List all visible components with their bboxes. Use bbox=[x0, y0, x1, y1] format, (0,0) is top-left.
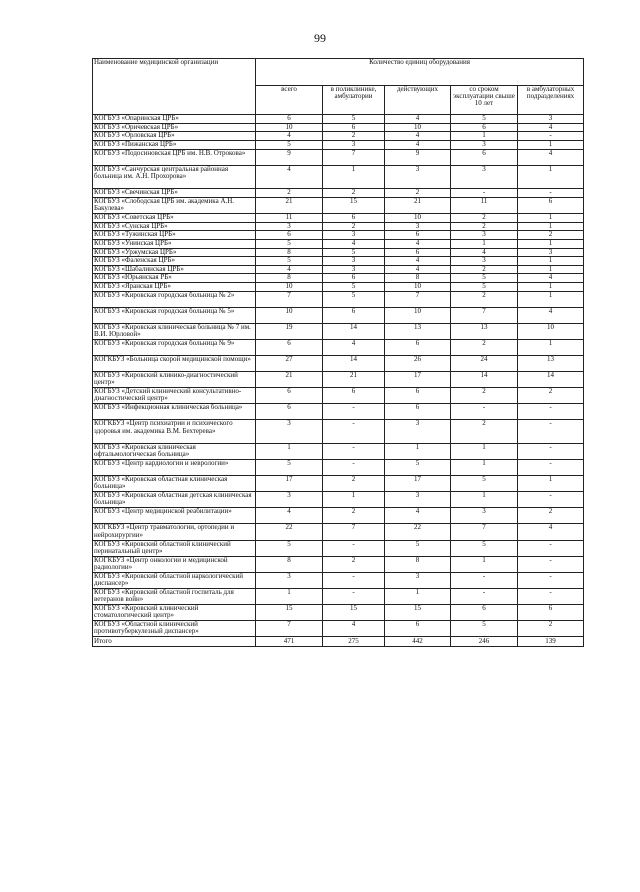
value-cell: - bbox=[518, 572, 584, 588]
value-cell: 10 bbox=[256, 283, 323, 292]
value-cell: - bbox=[323, 540, 385, 556]
organization-name-cell: КОГКБУЗ «Центр онкологии и медицинской радиологии» bbox=[93, 556, 256, 572]
table-row bbox=[93, 524, 584, 540]
value-cell: 4 bbox=[385, 239, 451, 248]
value-cell: 1 bbox=[323, 492, 385, 508]
table-row bbox=[93, 572, 584, 588]
value-cell: 4 bbox=[518, 149, 584, 165]
value-cell: 5 bbox=[451, 283, 518, 292]
value-cell: 6 bbox=[385, 404, 451, 420]
table-row bbox=[93, 508, 584, 524]
value-cell: 3 bbox=[385, 572, 451, 588]
value-cell: 2 bbox=[323, 189, 385, 198]
value-cell: 4 bbox=[385, 265, 451, 274]
organization-name-cell: КОГБУЗ «Центр медицинской реабилитации» bbox=[93, 508, 256, 524]
value-cell: - bbox=[323, 588, 385, 604]
value-cell: 21 bbox=[385, 197, 451, 213]
value-cell: 2 bbox=[323, 132, 385, 141]
value-cell: 2 bbox=[451, 222, 518, 231]
value-cell: 5 bbox=[451, 274, 518, 283]
organization-name-cell: КОГБУЗ «Советская ЦРБ» bbox=[93, 213, 256, 222]
header-equipment-count: Количество единиц оборудования bbox=[256, 59, 584, 86]
value-cell: 8 bbox=[256, 248, 323, 257]
organization-name-cell: КОГКБУЗ «Центр психиатрии и психического здоровья им. академика В.М. Бехтерева» bbox=[93, 420, 256, 444]
table-row bbox=[93, 356, 584, 372]
value-cell: 5 bbox=[323, 291, 385, 307]
value-cell: 7 bbox=[256, 621, 323, 637]
organization-name-cell: КОГБУЗ «Кировский клинический стоматологический центр» bbox=[93, 604, 256, 620]
organization-name-cell: КОГБУЗ «Фаленская ЦРБ» bbox=[93, 257, 256, 266]
value-cell: 21 bbox=[323, 372, 385, 388]
value-cell: 9 bbox=[385, 149, 451, 165]
value-cell: 1 bbox=[385, 444, 451, 460]
value-cell: 2 bbox=[518, 388, 584, 404]
value-cell: 3 bbox=[518, 115, 584, 124]
total-row bbox=[93, 637, 584, 647]
value-cell: 1 bbox=[518, 222, 584, 231]
organization-name-cell: КОГБУЗ «Опаринская ЦРБ» bbox=[93, 115, 256, 124]
value-cell: 1 bbox=[451, 239, 518, 248]
value-cell: 1 bbox=[518, 213, 584, 222]
value-cell: 7 bbox=[256, 291, 323, 307]
total-value-cell: 246 bbox=[451, 637, 518, 647]
table-row bbox=[93, 274, 584, 283]
value-cell: 5 bbox=[451, 540, 518, 556]
value-cell: 6 bbox=[451, 149, 518, 165]
value-cell: - bbox=[518, 588, 584, 604]
value-cell: 1 bbox=[518, 291, 584, 307]
value-cell: 15 bbox=[323, 604, 385, 620]
value-cell: 21 bbox=[256, 197, 323, 213]
value-cell: 2 bbox=[451, 265, 518, 274]
header-operating: действующих bbox=[385, 86, 451, 115]
value-cell: 4 bbox=[323, 239, 385, 248]
organization-name-cell: КОГБУЗ «Яранская ЦРБ» bbox=[93, 283, 256, 292]
value-cell: 1 bbox=[451, 492, 518, 508]
value-cell: 6 bbox=[385, 621, 451, 637]
value-cell: 3 bbox=[385, 492, 451, 508]
table-row bbox=[93, 388, 584, 404]
value-cell: - bbox=[323, 460, 385, 476]
organization-name-cell: КОГБУЗ «Уржумская ЦРБ» bbox=[93, 248, 256, 257]
value-cell: 4 bbox=[256, 165, 323, 189]
value-cell: 3 bbox=[323, 231, 385, 240]
value-cell: 21 bbox=[256, 372, 323, 388]
value-cell: 2 bbox=[323, 508, 385, 524]
table-row bbox=[93, 257, 584, 266]
organization-name-cell: КОГБУЗ «Кировская городская больница № 9» bbox=[93, 339, 256, 355]
organization-name-cell: КОГКБУЗ «Больница скорой медицинской помощи» bbox=[93, 356, 256, 372]
total-value-cell: 442 bbox=[385, 637, 451, 647]
value-cell: 7 bbox=[451, 524, 518, 540]
value-cell: 5 bbox=[323, 283, 385, 292]
value-cell: 10 bbox=[385, 213, 451, 222]
table-row bbox=[93, 604, 584, 620]
value-cell: 5 bbox=[451, 115, 518, 124]
organization-name-cell: КОГБУЗ «Кировский клинико-диагностический центр» bbox=[93, 372, 256, 388]
value-cell: 5 bbox=[256, 140, 323, 149]
value-cell: 4 bbox=[256, 508, 323, 524]
value-cell: 6 bbox=[451, 604, 518, 620]
value-cell: 3 bbox=[323, 257, 385, 266]
organization-name-cell: КОГБУЗ «Свечинская ЦРБ» bbox=[93, 189, 256, 198]
value-cell: 4 bbox=[385, 115, 451, 124]
value-cell: 6 bbox=[518, 197, 584, 213]
total-value-cell: 471 bbox=[256, 637, 323, 647]
value-cell: 1 bbox=[451, 460, 518, 476]
value-cell: - bbox=[518, 444, 584, 460]
organization-name-cell: КОГБУЗ «Санчурская центральная районная больница им. А.Н. Прохорова» bbox=[93, 165, 256, 189]
header-over-10-years: со сроком эксплуатации свыше 10 лет bbox=[451, 86, 518, 115]
value-cell: 11 bbox=[451, 197, 518, 213]
table-row bbox=[93, 123, 584, 132]
value-cell: 6 bbox=[385, 231, 451, 240]
value-cell: 9 bbox=[256, 149, 323, 165]
value-cell: 2 bbox=[518, 621, 584, 637]
value-cell: 5 bbox=[385, 540, 451, 556]
value-cell: 1 bbox=[256, 444, 323, 460]
value-cell: 5 bbox=[451, 476, 518, 492]
table-row bbox=[93, 222, 584, 231]
value-cell: 6 bbox=[256, 231, 323, 240]
organization-name-cell: КОГБУЗ «Орловская ЦРБ» bbox=[93, 132, 256, 141]
value-cell: 6 bbox=[323, 388, 385, 404]
table-row bbox=[93, 115, 584, 124]
value-cell: 2 bbox=[451, 291, 518, 307]
value-cell: 3 bbox=[451, 165, 518, 189]
organization-name-cell: КОГБУЗ «Кировская городская больница № 5» bbox=[93, 307, 256, 323]
organization-name-cell: КОГБУЗ «Инфекционная клиническая больница» bbox=[93, 404, 256, 420]
total-value-cell: 275 bbox=[323, 637, 385, 647]
value-cell: 6 bbox=[451, 123, 518, 132]
value-cell: 8 bbox=[385, 274, 451, 283]
table-row bbox=[93, 540, 584, 556]
table-row bbox=[93, 492, 584, 508]
value-cell: - bbox=[518, 189, 584, 198]
table-row bbox=[93, 248, 584, 257]
value-cell: 5 bbox=[256, 460, 323, 476]
value-cell: 4 bbox=[518, 524, 584, 540]
value-cell: 17 bbox=[256, 476, 323, 492]
value-cell: 2 bbox=[518, 508, 584, 524]
value-cell: 6 bbox=[323, 213, 385, 222]
value-cell: 6 bbox=[323, 123, 385, 132]
value-cell: 4 bbox=[518, 123, 584, 132]
value-cell: 10 bbox=[385, 307, 451, 323]
value-cell: - bbox=[451, 189, 518, 198]
value-cell: 4 bbox=[323, 621, 385, 637]
value-cell: 1 bbox=[518, 140, 584, 149]
value-cell: 14 bbox=[323, 323, 385, 339]
organization-name-cell: КОГБУЗ «Кировская областная детская клиническая больница» bbox=[93, 492, 256, 508]
value-cell: - bbox=[518, 492, 584, 508]
table-row bbox=[93, 231, 584, 240]
value-cell: 11 bbox=[256, 213, 323, 222]
value-cell: 6 bbox=[385, 248, 451, 257]
organization-name-cell: КОГБУЗ «Оричевская ЦРБ» bbox=[93, 123, 256, 132]
table-row bbox=[93, 460, 584, 476]
value-cell: 10 bbox=[385, 283, 451, 292]
value-cell: - bbox=[323, 572, 385, 588]
value-cell: 4 bbox=[385, 140, 451, 149]
value-cell: 17 bbox=[385, 476, 451, 492]
value-cell: 1 bbox=[518, 165, 584, 189]
value-cell: 14 bbox=[518, 372, 584, 388]
value-cell: 22 bbox=[385, 524, 451, 540]
value-cell: 6 bbox=[323, 274, 385, 283]
value-cell: 3 bbox=[451, 140, 518, 149]
value-cell: 3 bbox=[256, 572, 323, 588]
table-row bbox=[93, 149, 584, 165]
value-cell: 2 bbox=[451, 213, 518, 222]
value-cell: 3 bbox=[256, 420, 323, 444]
header-in-polyclinic: в поликлинике, амбулатории bbox=[323, 86, 385, 115]
table-row bbox=[93, 339, 584, 355]
value-cell: 10 bbox=[518, 323, 584, 339]
value-cell: 2 bbox=[451, 420, 518, 444]
table-row bbox=[93, 476, 584, 492]
value-cell: - bbox=[518, 420, 584, 444]
value-cell: - bbox=[451, 572, 518, 588]
value-cell: 4 bbox=[323, 339, 385, 355]
table-body bbox=[93, 115, 584, 647]
value-cell: 4 bbox=[451, 248, 518, 257]
value-cell: 8 bbox=[256, 274, 323, 283]
value-cell: 13 bbox=[385, 323, 451, 339]
organization-name-cell: КОГБУЗ «Кировский областной клинический перинатальный центр» bbox=[93, 540, 256, 556]
table-row bbox=[93, 420, 584, 444]
value-cell: 1 bbox=[323, 165, 385, 189]
table-row bbox=[93, 239, 584, 248]
table-row bbox=[93, 372, 584, 388]
value-cell: 1 bbox=[385, 588, 451, 604]
value-cell: 19 bbox=[256, 323, 323, 339]
value-cell: 17 bbox=[385, 372, 451, 388]
value-cell: 2 bbox=[256, 189, 323, 198]
value-cell: 14 bbox=[451, 372, 518, 388]
value-cell: 15 bbox=[385, 604, 451, 620]
value-cell: 3 bbox=[323, 140, 385, 149]
table-row bbox=[93, 404, 584, 420]
table-row bbox=[93, 165, 584, 189]
value-cell: 7 bbox=[451, 307, 518, 323]
table-row bbox=[93, 140, 584, 149]
value-cell: 15 bbox=[256, 604, 323, 620]
equipment-table bbox=[92, 58, 584, 647]
total-label: Итого bbox=[93, 637, 256, 647]
value-cell: 5 bbox=[451, 621, 518, 637]
organization-name-cell: КОГБУЗ «Кировская городская больница № 2» bbox=[93, 291, 256, 307]
value-cell: 1 bbox=[256, 588, 323, 604]
value-cell: - bbox=[323, 420, 385, 444]
value-cell: 22 bbox=[256, 524, 323, 540]
value-cell: 6 bbox=[256, 115, 323, 124]
value-cell: - bbox=[518, 556, 584, 572]
value-cell: 3 bbox=[451, 257, 518, 266]
value-cell: 5 bbox=[256, 257, 323, 266]
value-cell: 1 bbox=[518, 239, 584, 248]
table-row bbox=[93, 283, 584, 292]
table-row bbox=[93, 444, 584, 460]
value-cell: 2 bbox=[451, 339, 518, 355]
value-cell: 2 bbox=[451, 388, 518, 404]
organization-name-cell: КОГБУЗ «Кировский областной наркологический диспансер» bbox=[93, 572, 256, 588]
organization-name-cell: КОГБУЗ «Унинская ЦРБ» bbox=[93, 239, 256, 248]
organization-name-cell: КОГБУЗ «Кировская клиническая больница № 7 им. В.И. Юрловой» bbox=[93, 323, 256, 339]
value-cell: 26 bbox=[385, 356, 451, 372]
value-cell: 4 bbox=[256, 265, 323, 274]
value-cell: - bbox=[518, 460, 584, 476]
value-cell: 3 bbox=[518, 248, 584, 257]
value-cell: - bbox=[518, 132, 584, 141]
value-cell: 1 bbox=[518, 283, 584, 292]
value-cell: 3 bbox=[323, 265, 385, 274]
value-cell: 24 bbox=[451, 356, 518, 372]
header-outpatient-units: в амбулаторных подразделениях bbox=[518, 86, 584, 115]
value-cell: 3 bbox=[385, 165, 451, 189]
organization-name-cell: КОГБУЗ «Шабалинская ЦРБ» bbox=[93, 265, 256, 274]
value-cell: 1 bbox=[451, 444, 518, 460]
value-cell: 15 bbox=[323, 197, 385, 213]
value-cell: 2 bbox=[323, 476, 385, 492]
organization-name-cell: КОГБУЗ «Кировский областной госпиталь для ветеранов войн» bbox=[93, 588, 256, 604]
value-cell: 1 bbox=[451, 556, 518, 572]
value-cell: 10 bbox=[385, 123, 451, 132]
value-cell: 4 bbox=[518, 274, 584, 283]
value-cell: 14 bbox=[323, 356, 385, 372]
table-row bbox=[93, 213, 584, 222]
value-cell: 27 bbox=[256, 356, 323, 372]
value-cell: 10 bbox=[256, 307, 323, 323]
value-cell: 4 bbox=[385, 257, 451, 266]
page-number: 99 bbox=[314, 31, 326, 45]
value-cell: 13 bbox=[451, 323, 518, 339]
header-organization-name: Наименование медицинской организации bbox=[93, 59, 256, 115]
table-row bbox=[93, 265, 584, 274]
table-row bbox=[93, 588, 584, 604]
value-cell: - bbox=[451, 588, 518, 604]
organization-name-cell: КОГКБУЗ «Центр травматологии, ортопедии и нейрохирургии» bbox=[93, 524, 256, 540]
value-cell: 4 bbox=[385, 508, 451, 524]
value-cell: 1 bbox=[518, 339, 584, 355]
value-cell: 6 bbox=[256, 388, 323, 404]
table-row bbox=[93, 323, 584, 339]
organization-name-cell: КОГБУЗ «Сунская ЦРБ» bbox=[93, 222, 256, 231]
value-cell: - bbox=[323, 444, 385, 460]
organization-name-cell: КОГБУЗ «Подосиновская ЦРБ им. Н.В. Отрокова» bbox=[93, 149, 256, 165]
value-cell: 3 bbox=[385, 420, 451, 444]
value-cell: 6 bbox=[256, 404, 323, 420]
value-cell: 7 bbox=[323, 149, 385, 165]
value-cell: 6 bbox=[385, 388, 451, 404]
value-cell: 6 bbox=[323, 307, 385, 323]
organization-name-cell: КОГБУЗ «Юрьянская РБ» bbox=[93, 274, 256, 283]
value-cell: 1 bbox=[518, 476, 584, 492]
table-row bbox=[93, 307, 584, 323]
header-total: всего bbox=[256, 86, 323, 115]
value-cell: 1 bbox=[451, 132, 518, 141]
value-cell: - bbox=[518, 404, 584, 420]
table-row bbox=[93, 197, 584, 213]
value-cell: 2 bbox=[518, 231, 584, 240]
organization-name-cell: КОГБУЗ «Областной клинический противотуберкулезный диспансер» bbox=[93, 621, 256, 637]
value-cell: 6 bbox=[256, 339, 323, 355]
value-cell: 5 bbox=[256, 239, 323, 248]
value-cell: 5 bbox=[256, 540, 323, 556]
organization-name-cell: КОГБУЗ «Кировская областная клиническая больница» bbox=[93, 476, 256, 492]
value-cell: 8 bbox=[385, 556, 451, 572]
table-row bbox=[93, 556, 584, 572]
value-cell: 2 bbox=[385, 189, 451, 198]
organization-name-cell: КОГБУЗ «Слободская ЦРБ им. академика А.Н. Бакулева» bbox=[93, 197, 256, 213]
value-cell: 3 bbox=[451, 231, 518, 240]
value-cell: 3 bbox=[256, 222, 323, 231]
table-row bbox=[93, 291, 584, 307]
organization-name-cell: КОГБУЗ «Кировская клиническая офтальмологическая больница» bbox=[93, 444, 256, 460]
table-row bbox=[93, 189, 584, 198]
value-cell: 10 bbox=[256, 123, 323, 132]
value-cell: 5 bbox=[323, 248, 385, 257]
total-value-cell: 139 bbox=[518, 637, 584, 647]
value-cell: 3 bbox=[451, 508, 518, 524]
table-row bbox=[93, 132, 584, 141]
value-cell: - bbox=[451, 404, 518, 420]
organization-name-cell: КОГБУЗ «Детский клинический консультативно-диагностический центр» bbox=[93, 388, 256, 404]
organization-name-cell: КОГБУЗ «Пижанская ЦРБ» bbox=[93, 140, 256, 149]
value-cell: 3 bbox=[385, 222, 451, 231]
value-cell: - bbox=[323, 404, 385, 420]
value-cell: 2 bbox=[323, 222, 385, 231]
value-cell: 4 bbox=[256, 132, 323, 141]
value-cell: 1 bbox=[518, 265, 584, 274]
organization-name-cell: КОГБУЗ «Центр кардиологии и неврологии» bbox=[93, 460, 256, 476]
value-cell: 3 bbox=[256, 492, 323, 508]
value-cell: 6 bbox=[385, 339, 451, 355]
value-cell: 4 bbox=[385, 132, 451, 141]
table-row bbox=[93, 621, 584, 637]
value-cell: 4 bbox=[518, 307, 584, 323]
value-cell: 7 bbox=[323, 524, 385, 540]
value-cell: 8 bbox=[256, 556, 323, 572]
value-cell: 5 bbox=[385, 460, 451, 476]
value-cell: 13 bbox=[518, 356, 584, 372]
value-cell: 1 bbox=[518, 257, 584, 266]
value-cell: 7 bbox=[385, 291, 451, 307]
value-cell: 6 bbox=[518, 604, 584, 620]
value-cell: 5 bbox=[323, 115, 385, 124]
value-cell: - bbox=[518, 540, 584, 556]
value-cell: 2 bbox=[323, 556, 385, 572]
organization-name-cell: КОГБУЗ «Тужинская ЦРБ» bbox=[93, 231, 256, 240]
